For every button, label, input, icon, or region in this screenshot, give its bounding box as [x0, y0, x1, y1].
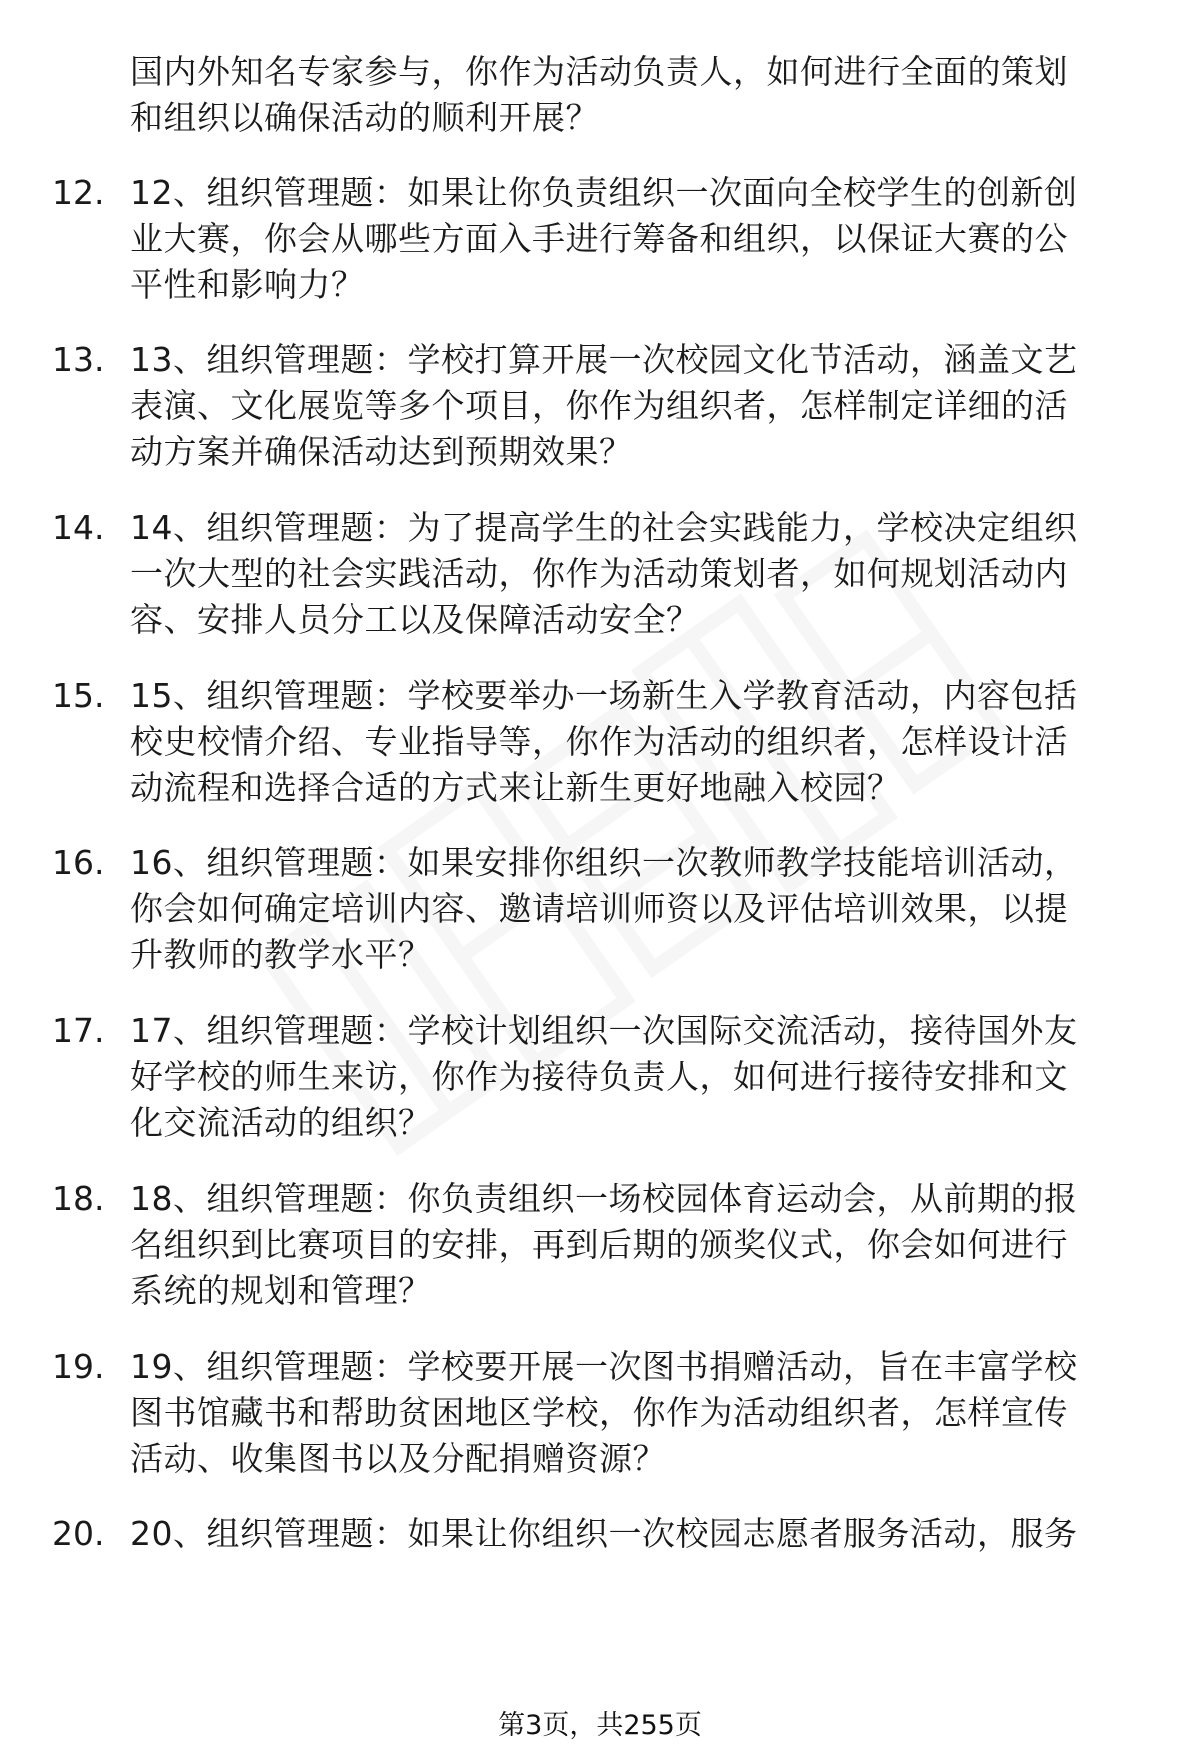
question-18-line-3: 系统的规划和管理？ [130, 1271, 432, 1310]
question-16-line-3: 升教师的教学水平？ [130, 935, 432, 974]
list-number-17: 17. [52, 1011, 105, 1050]
question-14-line-3: 容、安排人员分工以及保障活动安全？ [130, 600, 700, 639]
question-14-line-2: 一次大型的社会实践活动，你作为活动策划者，如何规划活动内 [130, 554, 1068, 593]
question-12-line-1: 12、组织管理题：如果让你负责组织一次面向全校学生的创新创 [130, 173, 1078, 212]
question-19-line-1: 19、组织管理题：学校要开展一次图书捐赠活动，旨在丰富学校 [130, 1347, 1078, 1386]
question-17-line-2: 好学校的师生来访，你作为接待负责人，如何进行接待安排和文 [130, 1057, 1068, 1096]
list-number-20: 20. [52, 1514, 105, 1553]
question-19-line-3: 活动、收集图书以及分配捐赠资源？ [130, 1439, 666, 1478]
question-11-line-3: 和组织以确保活动的顺利开展？ [130, 98, 599, 137]
question-18-line-1: 18、组织管理题：你负责组织一场校园体育运动会，从前期的报 [130, 1179, 1078, 1218]
question-15-line-2: 校史校情介绍、专业指导等，你作为活动的组织者，怎样设计活 [130, 722, 1068, 761]
question-11-line-2: 国内外知名专家参与，你作为活动负责人，如何进行全面的策划 [130, 52, 1068, 91]
question-12-line-3: 平性和影响力？ [130, 265, 365, 304]
question-13-line-2: 表演、文化展览等多个项目，你作为组织者，怎样制定详细的活 [130, 386, 1068, 425]
question-13-line-1: 13、组织管理题：学校打算开展一次校园文化节活动，涵盖文艺 [130, 340, 1078, 379]
question-16-line-2: 你会如何确定培训内容、邀请培训师资以及评估培训效果，以提 [130, 889, 1068, 928]
question-15-line-3: 动流程和选择合适的方式来让新生更好地融入校园？ [130, 768, 901, 807]
question-17-line-1: 17、组织管理题：学校计划组织一次国际交流活动，接待国外友 [130, 1011, 1078, 1050]
question-16-line-1: 16、组织管理题：如果安排你组织一次教师教学技能培训活动， [130, 843, 1078, 882]
list-number-13: 13. [52, 340, 105, 379]
question-17-line-3: 化交流活动的组织？ [130, 1103, 432, 1142]
question-13-line-3: 动方案并确保活动达到预期效果？ [130, 432, 633, 471]
list-number-12: 12. [52, 173, 105, 212]
list-number-18: 18. [52, 1179, 105, 1218]
list-number-15: 15. [52, 676, 105, 715]
question-14-line-1: 14、组织管理题：为了提高学生的社会实践能力，学校决定组织 [130, 508, 1078, 547]
list-number-19: 19. [52, 1347, 105, 1386]
question-18-line-2: 名组织到比赛项目的安排，再到后期的颁奖仪式，你会如何进行 [130, 1225, 1068, 1264]
list-number-14: 14. [52, 508, 105, 547]
question-12-line-2: 业大赛，你会从哪些方面入手进行筹备和组织，以保证大赛的公 [130, 219, 1068, 258]
question-19-line-2: 图书馆藏书和帮助贫困地区学校，你作为活动组织者，怎样宣传 [130, 1393, 1068, 1432]
page-footer: 第3页，共255页 [498, 1710, 702, 1741]
question-20-line-1: 20、组织管理题：如果让你组织一次校园志愿者服务活动，服务 [130, 1514, 1078, 1553]
question-15-line-1: 15、组织管理题：学校要举办一场新生入学教育活动，内容包括 [130, 676, 1078, 715]
list-number-16: 16. [52, 843, 105, 882]
